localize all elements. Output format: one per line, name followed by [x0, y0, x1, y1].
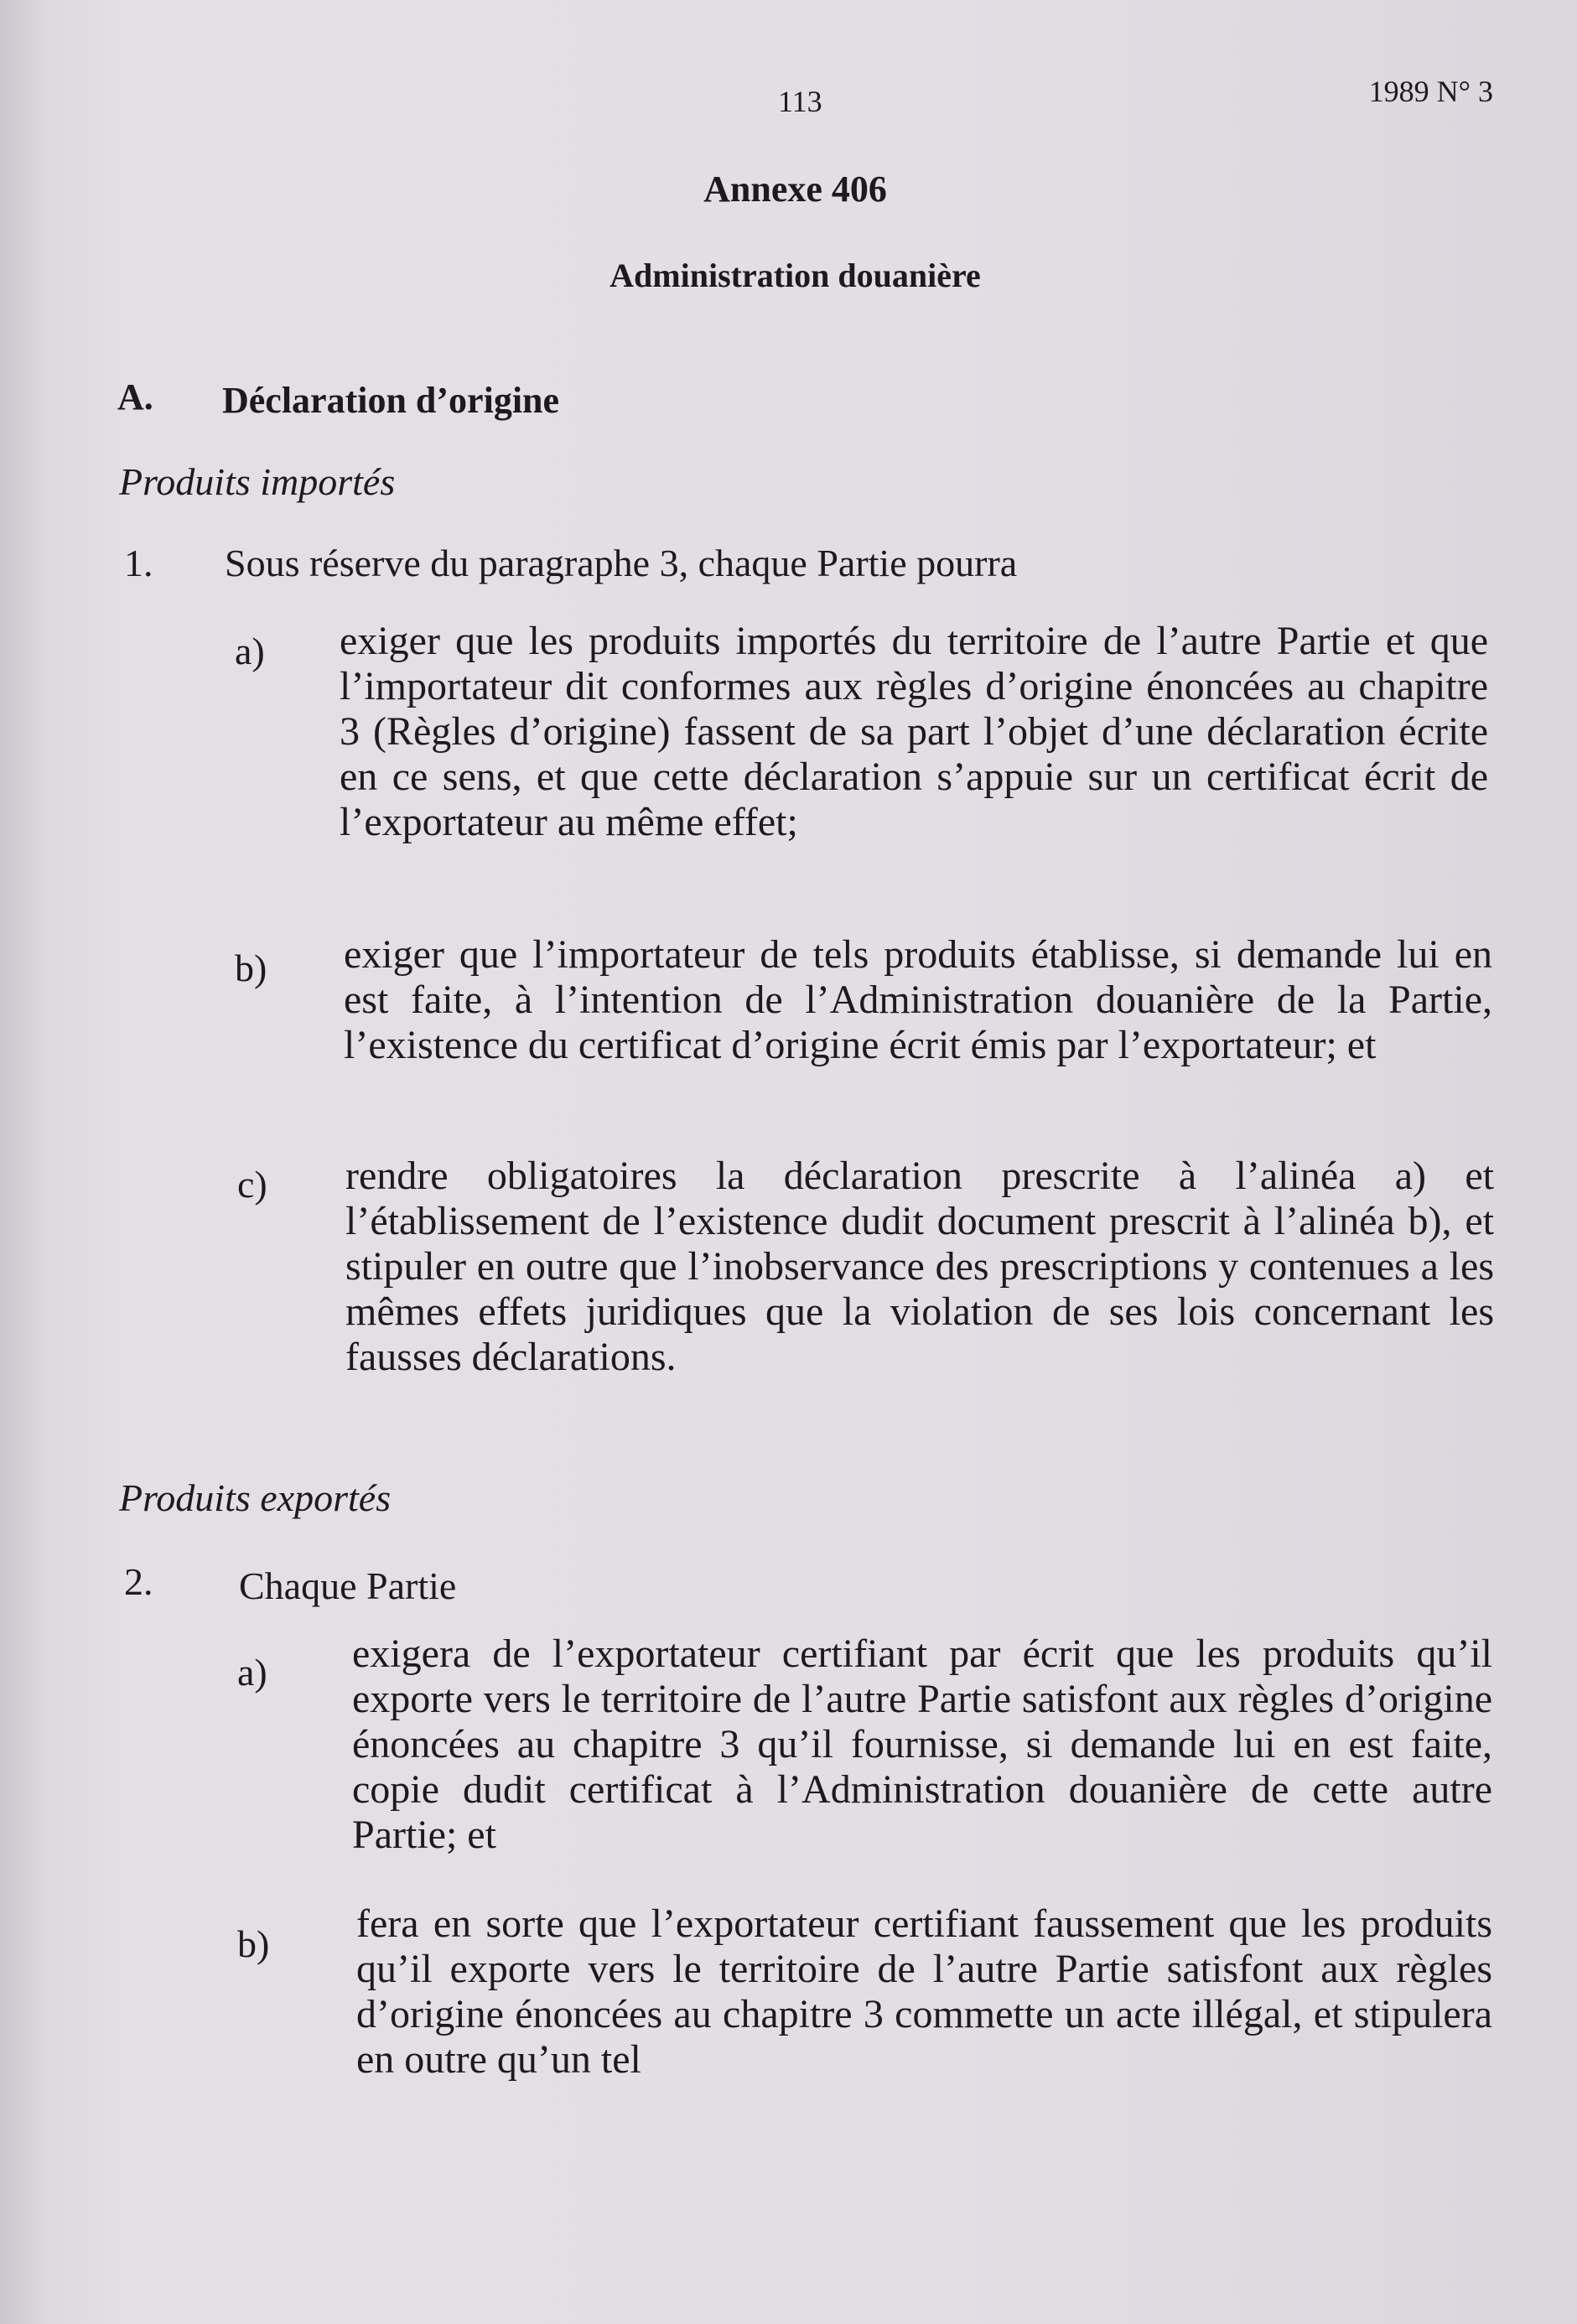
- item-1c-letter: c): [237, 1163, 267, 1206]
- paragraph-1-text: Sous réserve du paragraphe 3, chaque Partie pourra: [225, 542, 1018, 584]
- item-2a-letter: a): [237, 1651, 267, 1694]
- exports-heading: Produits exportés: [119, 1476, 392, 1519]
- paragraph-1-number: 1.: [124, 542, 153, 584]
- year-issue: 1989 N° 3: [1368, 75, 1493, 108]
- item-1a-letter: a): [235, 630, 265, 672]
- item-1b-text: exiger que l’importateur de tels produits établisse, si demande lui en est faite, à l’intention de l’Administration douanière de la Partie, l’existence du certificat d’origine écrit émis par l’exportateur; et: [344, 932, 1492, 1067]
- section-a-title: Déclaration d’origine: [222, 380, 560, 421]
- annex-title: Annexe 406: [703, 169, 887, 210]
- paragraph-2-number: 2.: [124, 1560, 153, 1603]
- imports-heading: Produits importés: [119, 460, 396, 503]
- section-a-letter: A.: [117, 376, 153, 418]
- item-2b-text: fera en sorte que l’exportateur certifiant faussement que les produits qu’il exporte vers le territoire de l’autre Partie satisfont aux règles d’origine énoncées au chapitre 3 commette un acte illégal, et stipulera en outre qu’un tel: [356, 1901, 1492, 2082]
- item-1b-letter: b): [235, 947, 267, 989]
- item-1c-text: rendre obligatoires la déclaration prescrite à l’alinéa a) et l’établissement de l’existence dudit document prescrit à l’alinéa b), et stipuler en outre que l’inobservance des prescriptions y contenues a les mêmes effets juridiques que la violation de ses lois concernant les fausses déclarations.: [345, 1154, 1494, 1379]
- paragraph-2-text: Chaque Partie: [239, 1564, 457, 1607]
- item-2a-text: exigera de l’exportateur certifiant par écrit que les produits qu’il exporte vers le territoire de l’autre Partie satisfont aux règles d’origine énoncées au chapitre 3 qu’il fournisse, si demande lui en est faite, copie dudit certificat à l’Administration douanière de cette autre Partie; et: [352, 1631, 1492, 1857]
- item-2b-letter: b): [237, 1922, 270, 1965]
- annex-subtitle: Administration douanière: [610, 257, 981, 294]
- item-1a-text: exiger que les produits importés du territoire de l’autre Partie et que l’importateur dit conformes aux règles d’origine énoncées au chapitre 3 (Règles d’origine) fassent de sa part l’objet d’une déclaration écrite en ce sens, et que cette déclaration s’appuie sur un certificat écrit de l’exportateur au même effet;: [340, 619, 1488, 844]
- page-number: 113: [778, 85, 822, 118]
